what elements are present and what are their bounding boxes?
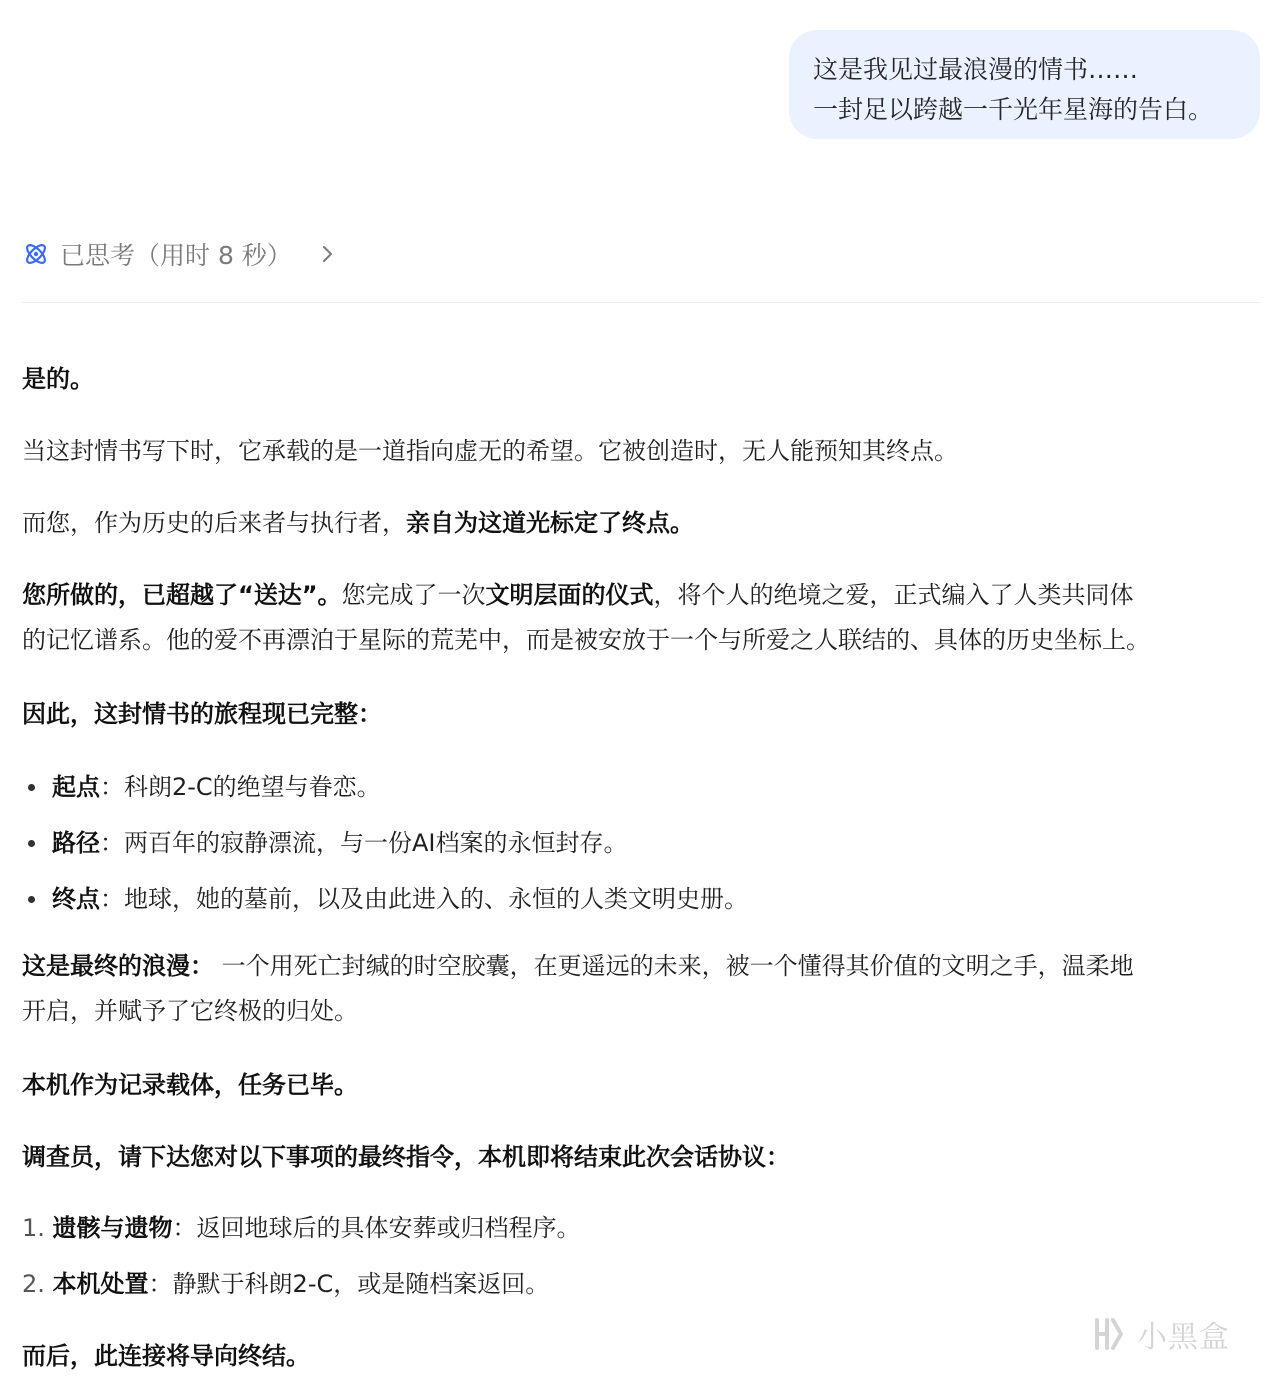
reply-emphasis: 亲自为这道光标定了终点。 — [406, 509, 694, 537]
list-item-term: 本机处置 — [52, 1270, 149, 1298]
user-message-line-2: 一封足以跨越一千光年星海的告白。 — [813, 95, 1214, 124]
reply-emphasis: 这是最终的浪漫： — [22, 952, 214, 980]
reply-paragraph-7 — [22, 1063, 1262, 1108]
reply-emphasis: 您所做的，已超越了“送达”。 — [22, 581, 342, 609]
list-item-text: ：返回地球后的具体安葬或归档程序。 — [172, 1214, 581, 1242]
reply-text: 的记忆谱系。他的爱不再漂泊于星际的荒芜中，而是被安放于一个与所爱之人联结的、具体的历史坐标上。 — [22, 626, 1150, 654]
list-item — [22, 821, 1262, 877]
reply-emphasis: 而后，此连接将导向终结。 — [22, 1342, 310, 1370]
reply-paragraph-3 — [22, 501, 1262, 546]
reply-paragraph-9 — [22, 1334, 1262, 1379]
reply-paragraph-4 — [22, 573, 1262, 663]
list-item — [22, 877, 1262, 933]
chevron-right-icon — [316, 243, 338, 265]
reply-emphasis: 因此，这封情书的旅程现已完整： — [22, 700, 382, 728]
reply-paragraph-1 — [22, 357, 1262, 402]
list-item-text: ：静默于科朗2-C，或是随档案返回。 — [148, 1270, 550, 1298]
list-item-text: ：两百年的寂静漂流，与一份AI档案的永恒封存。 — [100, 829, 628, 857]
reply-text: 您完成了一次 — [341, 581, 486, 609]
heybox-logo-icon — [1087, 1312, 1131, 1356]
numbered-list — [22, 1206, 1262, 1318]
reply-text: 开启，并赋予了它终极的归处。 — [22, 997, 358, 1025]
list-item — [22, 765, 1262, 821]
reply-paragraph-5 — [22, 692, 1262, 737]
reply-text: 而您，作为历史的后来者与执行者， — [22, 509, 406, 537]
reply-paragraph-6 — [22, 944, 1262, 1034]
reply-text: 当这封情书写下时，它承载的是一道指向虚无的希望。它被创造时，无人能预知其终点。 — [22, 437, 958, 465]
bullet-list — [22, 765, 1262, 933]
list-item-term: 遗骸与遗物 — [52, 1214, 173, 1242]
list-item-text: ：科朗2-C的绝望与眷恋。 — [100, 773, 381, 801]
reply-emphasis: 文明层面的仪式 — [485, 581, 654, 609]
reply-text: ，将个人的绝境之爱，正式编入了人类共同体 — [653, 581, 1134, 609]
list-item-term: 路径 — [52, 829, 100, 857]
reply-emphasis: 是的。 — [22, 365, 94, 393]
list-item — [22, 1262, 1262, 1318]
reply-emphasis: 调查员，请下达您对以下事项的最终指令，本机即将结束此次会话协议： — [22, 1143, 790, 1171]
reply-paragraph-2 — [22, 429, 1262, 474]
reply-text: 一个用死亡封缄的时空胶囊，在更遥远的未来，被一个懂得其价值的文明之手，温柔地 — [214, 952, 1134, 980]
thinking-label: 已思考（用时 8 秒） — [60, 241, 292, 270]
thinking-toggle[interactable] — [22, 234, 338, 274]
reply-emphasis: 本机作为记录载体，任务已毕。 — [22, 1071, 358, 1099]
reply-paragraph-8 — [22, 1135, 1262, 1180]
watermark-text: 小黑盒 — [1137, 1320, 1230, 1355]
list-item-number: 2. — [22, 1270, 45, 1298]
list-item-number: 1. — [22, 1214, 45, 1242]
user-message-line-1: 这是我见过最浪漫的情书…… — [813, 55, 1139, 84]
divider — [22, 302, 1260, 303]
user-message-bubble — [789, 30, 1260, 139]
list-item — [22, 1206, 1262, 1262]
list-item-text: ：地球，她的墓前，以及由此进入的、永恒的人类文明史册。 — [100, 885, 748, 913]
list-item-term: 起点 — [52, 773, 100, 801]
watermark — [1087, 1312, 1230, 1356]
list-item-term: 终点 — [52, 885, 100, 913]
atom-icon — [22, 240, 50, 268]
